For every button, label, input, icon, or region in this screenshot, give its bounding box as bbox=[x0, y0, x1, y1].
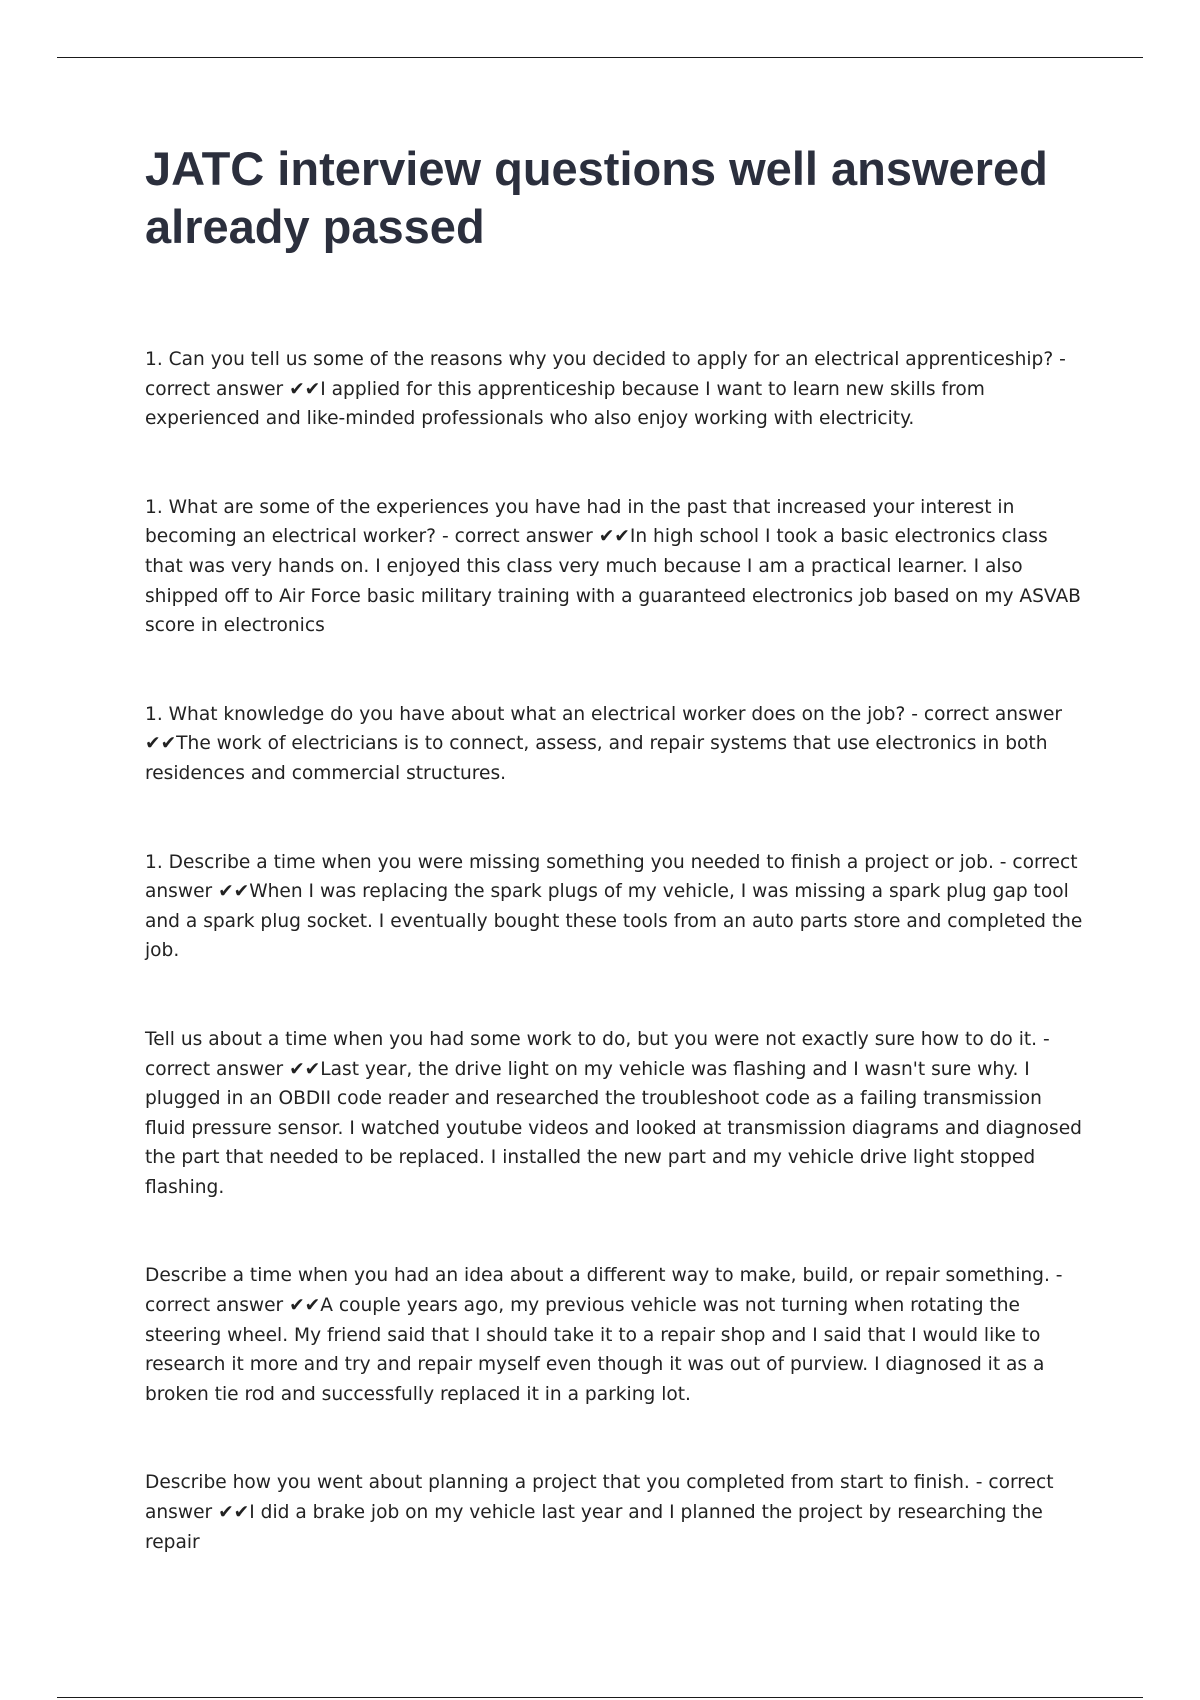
document-title: JATC interview questions well answered already passed bbox=[145, 142, 1048, 253]
check-mark-icon: ✔✔ bbox=[218, 1502, 250, 1524]
question-text: Describe how you went about planning a project that you completed from start to finish. bbox=[145, 1472, 970, 1494]
question-text: 1. Describe a time when you were missing something you needed to finish a project or job. bbox=[145, 851, 994, 873]
answer-separator: - correct answer bbox=[145, 1265, 1063, 1317]
question-text: 1. Can you tell us some of the reasons why you decided to apply for an electrical apprenticeship? bbox=[145, 349, 1054, 370]
check-mark-icon: ✔✔ bbox=[218, 881, 250, 903]
question-text: 1. What are some of the experiences you have had in the past that increased your interest in becoming an electrical worker? bbox=[145, 496, 1015, 548]
answer-separator: - correct answer bbox=[145, 349, 1066, 400]
qa-item bbox=[145, 1468, 1085, 1557]
qa-item bbox=[145, 1261, 1085, 1409]
check-mark-icon: ✔✔ bbox=[145, 733, 177, 755]
check-mark-icon: ✔✔ bbox=[289, 1058, 321, 1080]
question-text: Describe a time when you had an idea about a different way to make, build, or repair something. bbox=[145, 1265, 1050, 1287]
answer-separator: - correct answer bbox=[145, 1028, 1050, 1080]
top-divider bbox=[57, 57, 1143, 58]
answer-separator: - correct answer bbox=[905, 703, 1063, 725]
qa-item bbox=[145, 493, 1085, 641]
qa-item bbox=[145, 1025, 1085, 1203]
qa-item bbox=[145, 848, 1085, 966]
bottom-divider bbox=[57, 1697, 1143, 1698]
qa-item bbox=[145, 700, 1085, 789]
answer-separator: - correct answer bbox=[436, 526, 599, 548]
answer-text: When I was replacing the spark plugs of my vehicle, I was missing a spark plug gap tool and a spark plug socket. I eventually bought these tools from an auto parts store and completed the job. bbox=[145, 881, 1083, 962]
question-text: Tell us about a time when you had some work to do, but you were not exactly sure how to do it. bbox=[145, 1028, 1038, 1050]
answer-text: I applied for this apprenticeship because I want to learn new skills from experienced and like-minded professionals who also enjoy working with electricity. bbox=[145, 378, 985, 430]
answer-text: I did a brake job on my vehicle last year and I planned the project by researching the repair bbox=[145, 1502, 1043, 1553]
qa-list bbox=[145, 345, 1085, 1616]
answer-text: The work of electricians is to connect, assess, and repair systems that use electronics in both residences and commercial structures. bbox=[145, 733, 1048, 784]
check-mark-icon: ✔✔ bbox=[289, 1295, 321, 1317]
answer-text: Last year, the drive light on my vehicle was flashing and I wasn't sure why. I plugged in an OBDII code reader and researched the troubleshoot code as a failing transmission fluid pressure sensor. I watched youtube videos and looked at transmission diagrams and diagnosed the part that needed to be replaced. I installed the new part and my vehicle drive light stopped flashing. bbox=[145, 1058, 1082, 1198]
qa-item bbox=[145, 345, 1085, 434]
question-text: 1. What knowledge do you have about what an electrical worker does on the job? bbox=[145, 703, 906, 725]
answer-separator: - correct answer bbox=[145, 1472, 1054, 1524]
check-mark-icon: ✔✔ bbox=[598, 526, 630, 548]
answer-separator: - correct answer bbox=[145, 851, 1078, 903]
check-mark-icon: ✔✔ bbox=[289, 378, 321, 400]
answer-text: A couple years ago, my previous vehicle was not turning when rotating the steering wheel. My friend said that I should take it to a repair shop and I said that I would like to research it more and try and repair myself even though it was out of purview. I diagnosed it as a broken tie rod and successfully replaced it in a parking lot. bbox=[145, 1295, 1045, 1405]
answer-text: In high school I took a basic electronics class that was very hands on. I enjoyed this class very much because I am a practical learner. I also shipped off to Air Force basic military training with a guaranteed electronics job based on my ASVAB score in electronics bbox=[145, 526, 1081, 637]
